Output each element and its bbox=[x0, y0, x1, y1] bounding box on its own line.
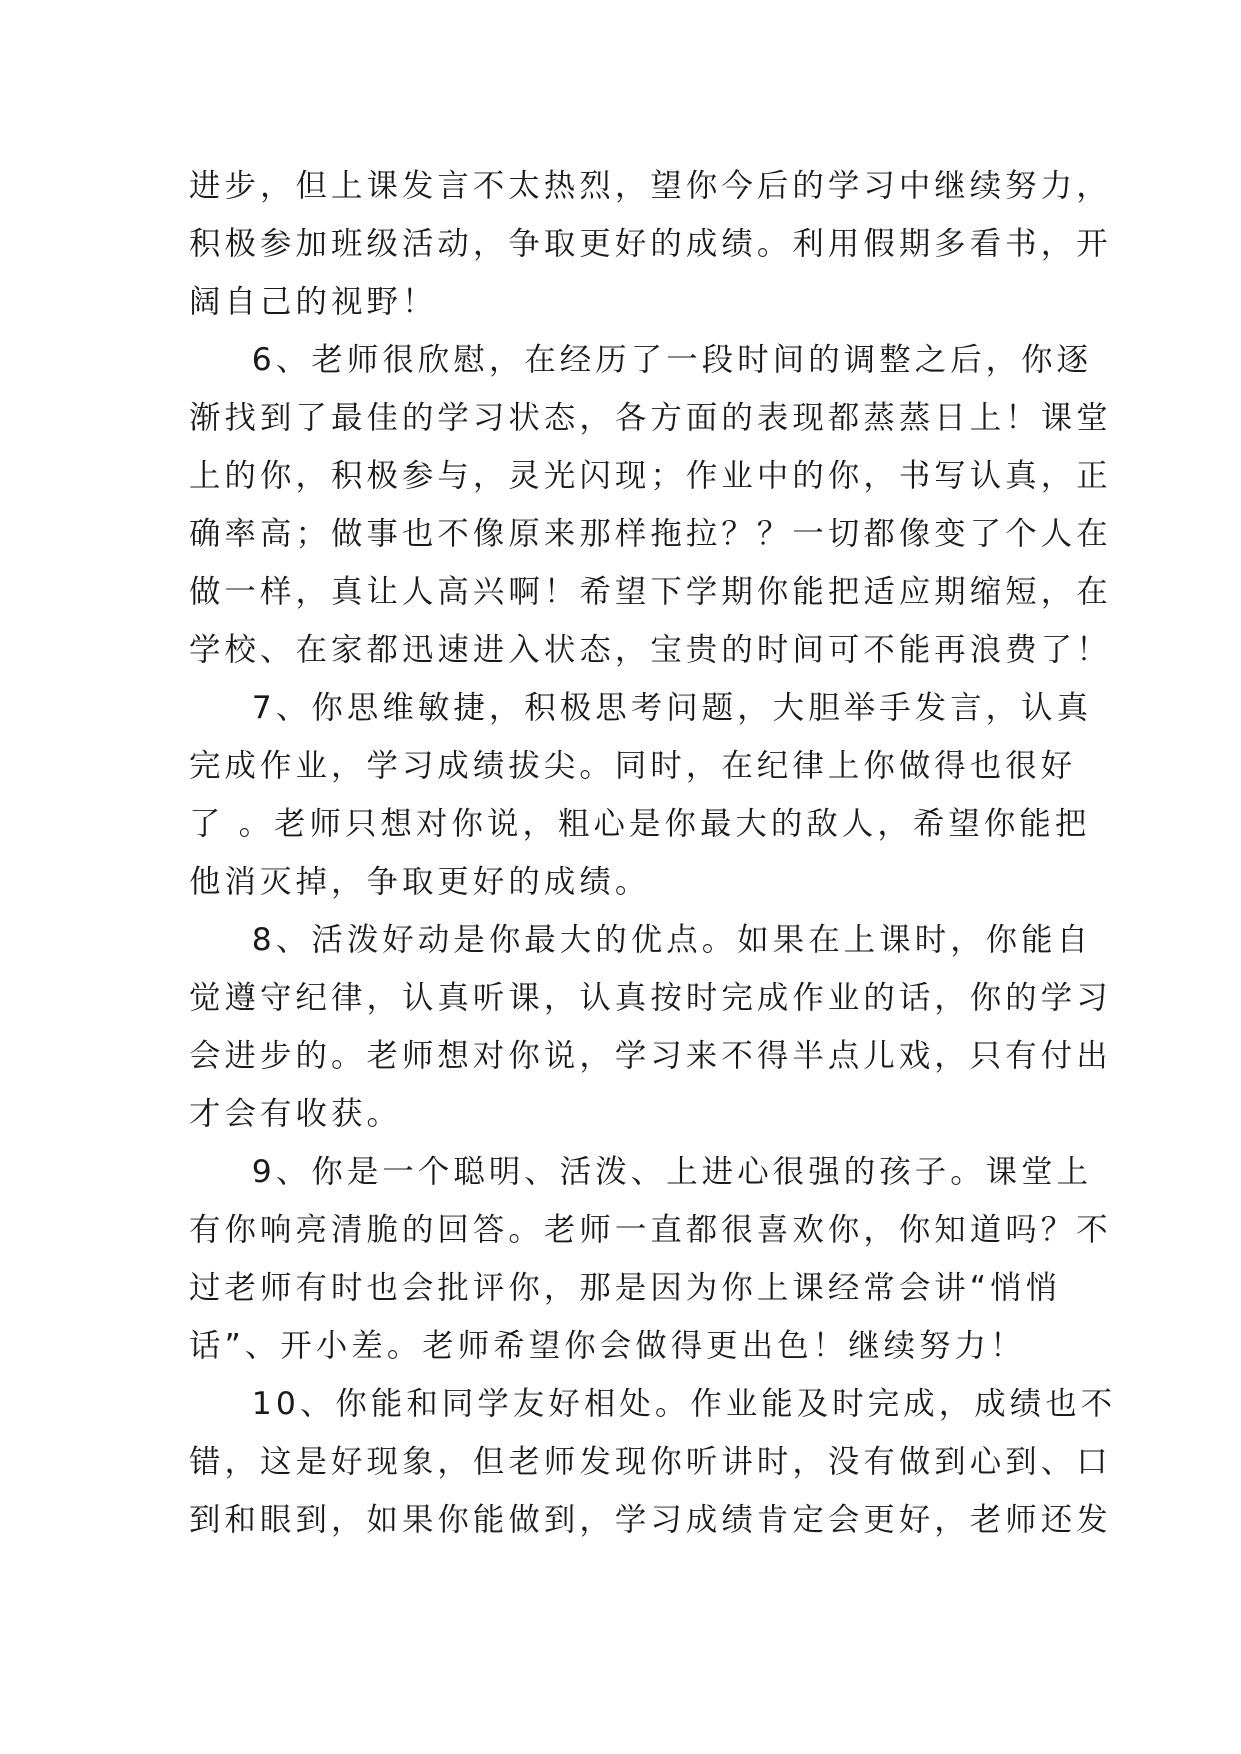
paragraph-line: 到和眼到，如果你能做到，学习成绩肯定会更好，老师还发 bbox=[189, 1502, 1112, 1538]
paragraph bbox=[189, 331, 1112, 679]
paragraph-line: 有你响亮清脆的回答。老师一直都很喜欢你，你知道吗？不 bbox=[189, 1212, 1112, 1248]
paragraph-line: 才会有收获。 bbox=[189, 1096, 402, 1132]
paragraph-line: 积极参加班级活动，争取更好的成绩。利用假期多看书，开 bbox=[189, 226, 1112, 262]
paragraph-line: 渐找到了最佳的学习状态，各方面的表现都蒸蒸日上！课堂 bbox=[189, 400, 1112, 436]
paragraph-line: 会进步的。老师想对你说，学习来不得半点儿戏，只有付出 bbox=[189, 1038, 1112, 1074]
paragraph-line: 阔自己的视野！ bbox=[189, 284, 438, 320]
paragraph-line: 完成作业，学习成绩拔尖。同时，在纪律上你做得也很好 bbox=[189, 748, 1077, 784]
paragraph-line: 错，这是好现象，但老师发现你听讲时，没有做到心到、口 bbox=[189, 1444, 1112, 1480]
paragraph-line: 过老师有时也会批评你，那是因为你上课经常会讲“悄悄 bbox=[189, 1270, 1062, 1306]
paragraph bbox=[189, 1375, 1117, 1549]
paragraph-line: 确率高；做事也不像原来那样拖拉？？一切都像变了个人在 bbox=[189, 516, 1112, 552]
paragraph bbox=[189, 1143, 1112, 1375]
paragraph-line: 10、你能和同学友好相处。作业能及时完成，成绩也不 bbox=[251, 1386, 1117, 1422]
paragraph-line: 学校、在家都迅速进入状态，宝贵的时间可不能再浪费了！ bbox=[189, 632, 1112, 668]
paragraph-line: 6、老师很欣慰，在经历了一段时间的调整之后，你逐 bbox=[251, 342, 1093, 378]
paragraph-line: 了 。老师只想对你说，粗心是你最大的敌人，希望你能把 bbox=[189, 806, 1091, 842]
paragraph-line: 7、你思维敏捷，积极思考问题，大胆举手发言，认真 bbox=[251, 690, 1093, 726]
paragraph-line: 进步，但上课发言不太热烈，望你今后的学习中继续努力， bbox=[189, 168, 1112, 204]
paragraph-line: 上的你，积极参与，灵光闪现；作业中的你，书写认真，正 bbox=[189, 458, 1112, 494]
paragraph-line: 9、你是一个聪明、活泼、上进心很强的孩子。课堂上 bbox=[251, 1154, 1093, 1190]
paragraph bbox=[189, 157, 1112, 331]
document-body bbox=[189, 157, 1117, 1549]
paragraph-line: 做一样，真让人高兴啊！希望下学期你能把适应期缩短，在 bbox=[189, 574, 1112, 610]
paragraph-line: 觉遵守纪律，认真听课，认真按时完成作业的话，你的学习 bbox=[189, 980, 1112, 1016]
paragraph bbox=[189, 679, 1093, 911]
paragraph bbox=[189, 911, 1112, 1143]
paragraph-line: 他消灭掉，争取更好的成绩。 bbox=[189, 864, 651, 900]
paragraph-line: 8、活泼好动是你最大的优点。如果在上课时，你能自 bbox=[251, 922, 1093, 958]
paragraph-line: 话”、开小差。老师希望你会做得更出色！继续努力！ bbox=[189, 1328, 1026, 1364]
